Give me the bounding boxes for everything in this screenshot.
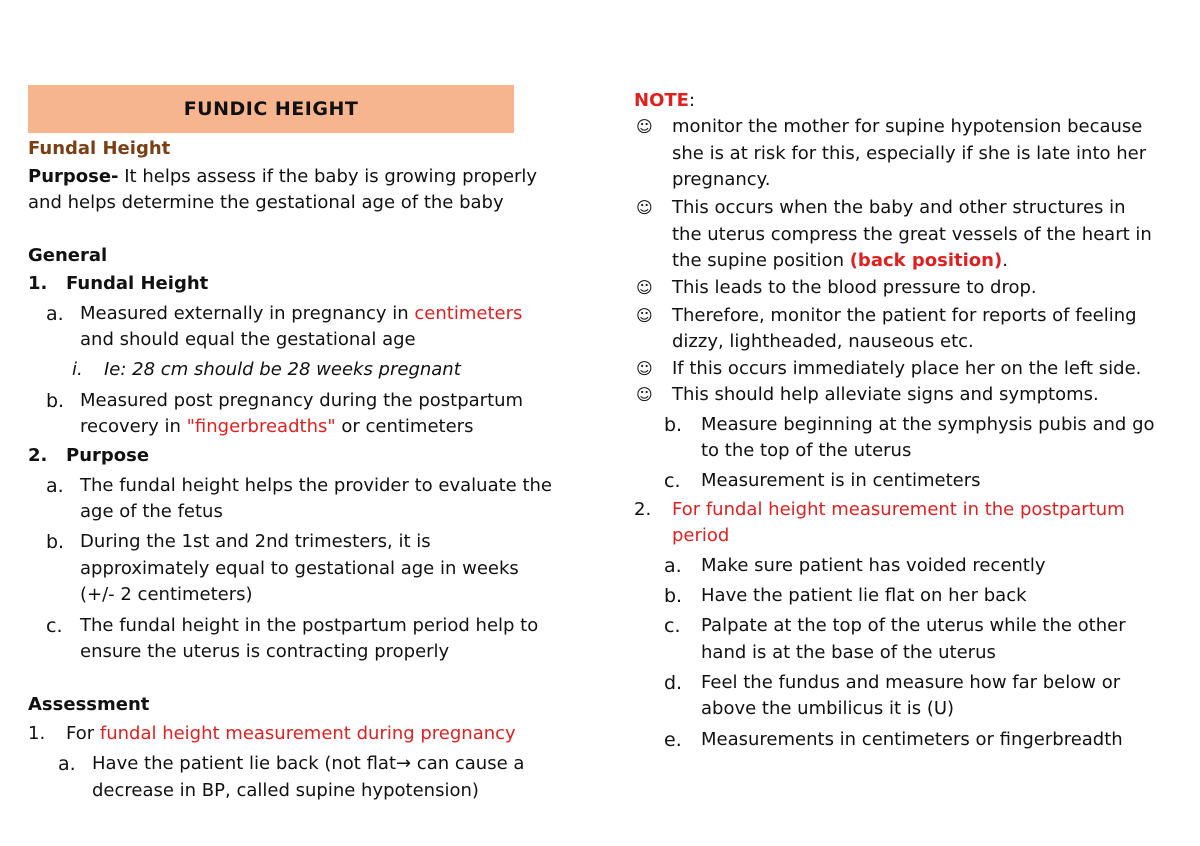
r2-line-2: period xyxy=(672,525,730,546)
g1a-i-marker: i. xyxy=(72,359,83,380)
g1b-text-post: or centimeters xyxy=(335,416,474,437)
a1a-line-2: decrease in BP, called supine hypotension) xyxy=(92,780,479,801)
a1-line xyxy=(66,721,516,747)
smiley-icon: ☺ xyxy=(636,117,653,136)
note-bullet-2-line-1: This occurs when the baby and other structures in xyxy=(672,197,1126,218)
a1a-line-1: Have the patient lie back (not flat→ can cause a xyxy=(92,753,525,774)
g2-title: Purpose xyxy=(66,445,150,466)
g1b-text-pre: recovery in xyxy=(80,416,187,437)
r2c-marker: c. xyxy=(664,615,681,637)
smiley-icon: ☺ xyxy=(636,278,653,297)
note-bullet-6-line-1: This should help alleviate signs and symptoms. xyxy=(672,384,1099,405)
general-heading: General xyxy=(28,245,108,266)
g1b-line-2 xyxy=(80,414,473,440)
note-bullet-1-line-2: she is at risk for this, especially if she is late into her xyxy=(672,143,1147,164)
g1a-text-pre: Measured externally in pregnancy in xyxy=(80,303,415,324)
r2d-line-1: Feel the fundus and measure how far below or xyxy=(701,672,1121,693)
note-bullet-3-line-1: This leads to the blood pressure to drop. xyxy=(672,277,1037,298)
banner-title: FUNDIC HEIGHT xyxy=(183,98,359,120)
g2c-marker: c. xyxy=(46,615,63,637)
a1-marker: 1. xyxy=(28,723,46,744)
r2b-marker: b. xyxy=(664,585,683,607)
note-bullet-2-line-2: the uterus compress the great vessels of the heart in xyxy=(672,224,1152,245)
g1b-marker: b. xyxy=(46,390,65,412)
r2d-line-2: above the umbilicus it is (U) xyxy=(701,698,955,719)
note-bullet-4-line-1: Therefore, monitor the patient for reports of feeling xyxy=(672,305,1137,326)
g1-marker: 1. xyxy=(28,273,48,294)
r2e-marker: e. xyxy=(664,729,682,751)
note-label: NOTE xyxy=(634,90,689,111)
note-bullet-2-red: (back position) xyxy=(849,250,1003,271)
note-colon: : xyxy=(688,90,696,111)
rb-marker: b. xyxy=(664,414,683,436)
g2b-marker: b. xyxy=(46,531,65,553)
g2b-line-1: During the 1st and 2nd trimesters, it is xyxy=(80,531,431,552)
purpose-line-1 xyxy=(28,164,537,190)
g2c-line-2: ensure the uterus is contracting properly xyxy=(80,641,450,662)
smiley-icon: ☺ xyxy=(636,359,653,378)
g2c-line-1: The fundal height in the postpartum period help to xyxy=(80,615,539,636)
g1a-line-1 xyxy=(80,301,522,327)
a1-red: fundal height measurement during pregnancy xyxy=(99,723,516,744)
r2e-line: Measurements in centimeters or fingerbreadth xyxy=(701,729,1123,750)
note-bullet-1-line-3: pregnancy. xyxy=(672,169,771,190)
g1a-text-red: centimeters xyxy=(414,303,523,324)
r2b-line: Have the patient lie flat on her back xyxy=(701,585,1027,606)
r2-line-1: For fundal height measurement in the postpartum xyxy=(672,499,1125,520)
g2a-line-2: age of the fetus xyxy=(80,501,223,522)
r2d-marker: d. xyxy=(664,672,683,694)
g2a-line-1: The fundal height helps the provider to evaluate the xyxy=(80,475,552,496)
g1a-i-text: Ie: 28 cm should be 28 weeks pregnant xyxy=(104,359,461,380)
r2a-line: Make sure patient has voided recently xyxy=(701,555,1046,576)
fundal-height-heading: Fundal Height xyxy=(28,138,171,159)
smiley-icon: ☺ xyxy=(636,385,653,404)
rc-line: Measurement is in centimeters xyxy=(701,470,981,491)
g1-title: Fundal Height xyxy=(66,273,209,294)
smiley-icon: ☺ xyxy=(636,198,653,217)
a1a-marker: a. xyxy=(58,753,76,775)
purpose-text-1: It helps assess if the baby is growing properly xyxy=(118,166,538,187)
note-bullet-2-pre: the supine position xyxy=(672,250,850,271)
r2a-marker: a. xyxy=(664,555,682,577)
rc-marker: c. xyxy=(664,470,681,492)
a1-pre: For xyxy=(66,723,100,744)
note-bullet-4-line-2: dizzy, lightheaded, nauseous etc. xyxy=(672,331,974,352)
r2c-line-2: hand is at the base of the uterus xyxy=(701,642,996,663)
smiley-icon: ☺ xyxy=(636,306,653,325)
g1a-line-2: and should equal the gestational age xyxy=(80,329,416,350)
rb-line-1: Measure beginning at the symphysis pubis and go xyxy=(701,414,1155,435)
purpose-label: Purpose- xyxy=(28,166,119,187)
r2-marker: 2. xyxy=(634,499,652,520)
note-line xyxy=(634,88,695,114)
g2-marker: 2. xyxy=(28,445,48,466)
note-bullet-2-line-3 xyxy=(672,248,1008,274)
g2a-marker: a. xyxy=(46,475,64,497)
g2b-line-3: (+/- 2 centimeters) xyxy=(80,584,253,605)
title-banner xyxy=(28,85,514,133)
purpose-line-2: and helps determine the gestational age of the baby xyxy=(28,192,504,213)
note-bullet-5-line-1: If this occurs immediately place her on the left side. xyxy=(672,358,1142,379)
r2c-line-1: Palpate at the top of the uterus while the other xyxy=(701,615,1126,636)
g2b-line-2: approximately equal to gestational age in weeks xyxy=(80,558,519,579)
assessment-heading: Assessment xyxy=(28,694,150,715)
note-bullet-1-line-1: monitor the mother for supine hypotension because xyxy=(672,116,1143,137)
rb-line-2: to the top of the uterus xyxy=(701,440,912,461)
g1b-line-1: Measured post pregnancy during the postpartum xyxy=(80,390,524,411)
note-bullet-2-post: . xyxy=(1002,250,1008,271)
g1a-marker: a. xyxy=(46,303,64,325)
g1b-text-red: "fingerbreadths" xyxy=(186,416,336,437)
